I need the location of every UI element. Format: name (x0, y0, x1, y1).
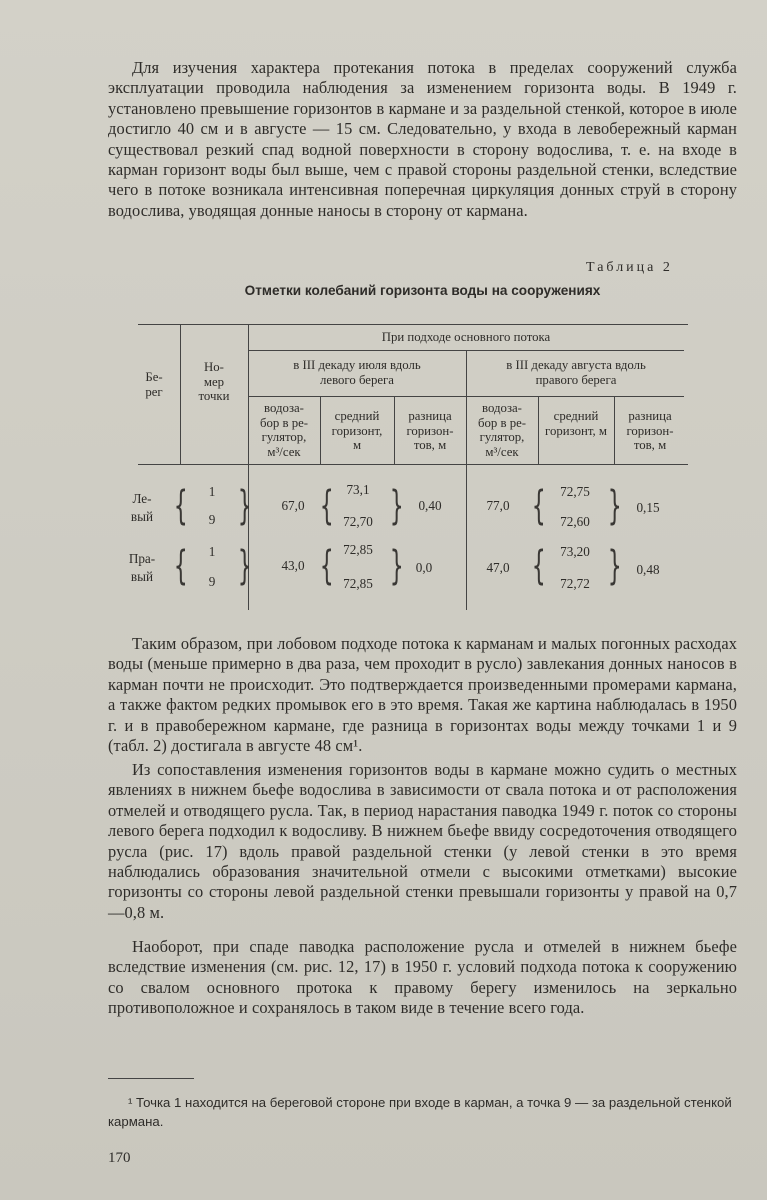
header-avg-august: средний горизонт, м (545, 409, 607, 438)
header-avg-july: средний горизонт, м (331, 409, 383, 453)
header-diff-august: разница горизон- тов, м (626, 409, 674, 453)
footnote-text: ¹ Точка 1 находится на береговой стороне при входе в карман, а точка 9 — за раздельной стенкой кармана. (108, 1095, 732, 1129)
header-diff-july: разница горизон- тов, м (406, 409, 454, 453)
row-left-avg-august-9: 72,60 (560, 514, 590, 529)
row-left-avg-july-9: 72,70 (343, 514, 373, 529)
row-right-avg-august-9: 72,72 (560, 576, 590, 591)
footnote (108, 1094, 737, 1131)
row-right-avg-august-1: 73,20 (560, 544, 590, 559)
header-bank: Бе- рег (145, 370, 163, 399)
row-right-avg-july-9: 72,85 (343, 576, 373, 591)
brace-left-avg-aug-open: { (531, 483, 546, 529)
header-point-number: Но- мер точки (198, 360, 230, 404)
table-top-rule (138, 324, 688, 325)
footnote-rule (108, 1078, 194, 1079)
brace-right-points-close: } (237, 543, 252, 589)
header-august: в III декаду августа вдоль правого берега (506, 358, 646, 387)
brace-right-avg-aug-close: } (607, 543, 622, 589)
brace-right-avg-aug-open: { (531, 543, 546, 589)
row-left-avg-august-1: 72,75 (560, 484, 590, 499)
row-right-bank: Пра- вый (128, 551, 156, 584)
header-bottom-rule (138, 464, 688, 465)
paragraph-comparison-text: Из сопоставления изменения горизонтов воды в кармане можно судить о местных явлениях в нижнем бьефе водослива в зависимости от свала потока и от расположения отмелей и отводящего русла. Так, в период нарастания паводка 1949 г. поток со стороны левого берега подходил к водосливу. В нижнем бьефе ввиду сосредоточения отводящего русла (рис. 17) вдоль правой раздельной стенки (у левой стенки в это время наблюдались образования значительной отмели с высокими отметками) высокие горизонты со стороны левой раздельной стенки превышали горизонты у правой на 0,7—0,8 м. (108, 760, 737, 922)
paragraph-intro (108, 58, 737, 221)
row-left-point-1: 1 (208, 484, 216, 499)
paragraph-frontal-approach (108, 634, 737, 756)
row-left-point-9: 9 (208, 512, 216, 527)
header-flow-august: водоза- бор в ре- гулятор, м³/сек (477, 401, 527, 459)
brace-left-points-close: } (237, 483, 252, 529)
paragraph-flood-decline (108, 937, 737, 1019)
row-right-point-1: 1 (208, 544, 216, 559)
brace-right-avg-july-open: { (319, 543, 334, 589)
row-right-point-9: 9 (208, 574, 216, 589)
row-right-avg-july-1: 72,85 (343, 542, 373, 557)
row-right-diff-august: 0,48 (636, 562, 660, 577)
paragraph-comparison (108, 760, 737, 923)
row-left-flow-august: 77,0 (486, 498, 510, 513)
brace-right-points-open: { (173, 543, 188, 589)
row-left-diff-july: 0,40 (418, 498, 442, 513)
header-flow-july: водоза- бор в ре- гулятор, м³/сек (259, 401, 309, 459)
header-july: в III декаду июля вдоль левого берега (293, 358, 421, 387)
row-right-diff-july: 0,0 (415, 560, 433, 575)
row-left-avg-july-1: 73,1 (346, 482, 370, 497)
row-right-flow-july: 43,0 (281, 558, 305, 573)
row-left-bank: Ле- вый (130, 491, 154, 524)
page-number: 170 (108, 1150, 131, 1166)
header-approach: При подходе основного потока (381, 330, 551, 344)
paragraph-intro-text: Для изучения характера протекания потока в пределах сооружений служба эксплуатации проводила наблюдения за изменением горизонта воды. В 1949 г. установлено превышение горизонтов в кармане и за раздельной стенкой, которое в июле достигло 40 см и в августе — 15 см. Следовательно, у входа в левобережный карман существовал резкий спад водной поверхности в сторону водослива, т. е. на входе в карман горизонт воды был выше, чем с правой стороны раздельной стенки, вследствие чего в потоке возникала интенсивная поперечная циркуляция донных струй в сторону водослива, уводящая донные наносы в сторону от кармана. (108, 58, 737, 220)
paragraph-flood-decline-text: Наоборот, при спаде паводка расположение русла и отмелей в нижнем бьефе вследствие изменения (см. рис. 12, 17) в 1950 г. условий подхода потока к сооружению со свалом основного протока к правому берегу изменилось на зеркально противоположное и сохранялось в таком виде в течение всего года. (108, 937, 737, 1018)
brace-left-avg-aug-close: } (607, 483, 622, 529)
row-left-diff-august: 0,15 (636, 500, 660, 515)
paragraph-frontal-approach-text: Таким образом, при лобовом подходе потока к карманам и малых погонных расходах воды (меньше примерно в два раза, чем проходит в русло) завлекания донных наносов в карман почти не происходит. Это подтверждается произведенными промерами кармана, а также фактом редких промывок его в это время. Такая же картина наблюдалась в 1950 г. и в правобережном кармане, где разница в горизонтах воды между точками 1 и 9 (табл. 2) достигала в августе 48 см¹. (108, 634, 737, 756)
table-caption: Отметки колебаний горизонта воды на сооружениях (244, 283, 601, 298)
table-label: Таблица 2 (586, 260, 673, 275)
brace-right-avg-july-close: } (389, 543, 404, 589)
brace-left-avg-july-close: } (389, 483, 404, 529)
brace-left-avg-july-open: { (319, 483, 334, 529)
brace-left-points-open: { (173, 483, 188, 529)
row-right-flow-august: 47,0 (486, 560, 510, 575)
vrule-periods (466, 350, 467, 610)
row-left-flow-july: 67,0 (281, 498, 305, 513)
water-level-table (108, 314, 688, 614)
